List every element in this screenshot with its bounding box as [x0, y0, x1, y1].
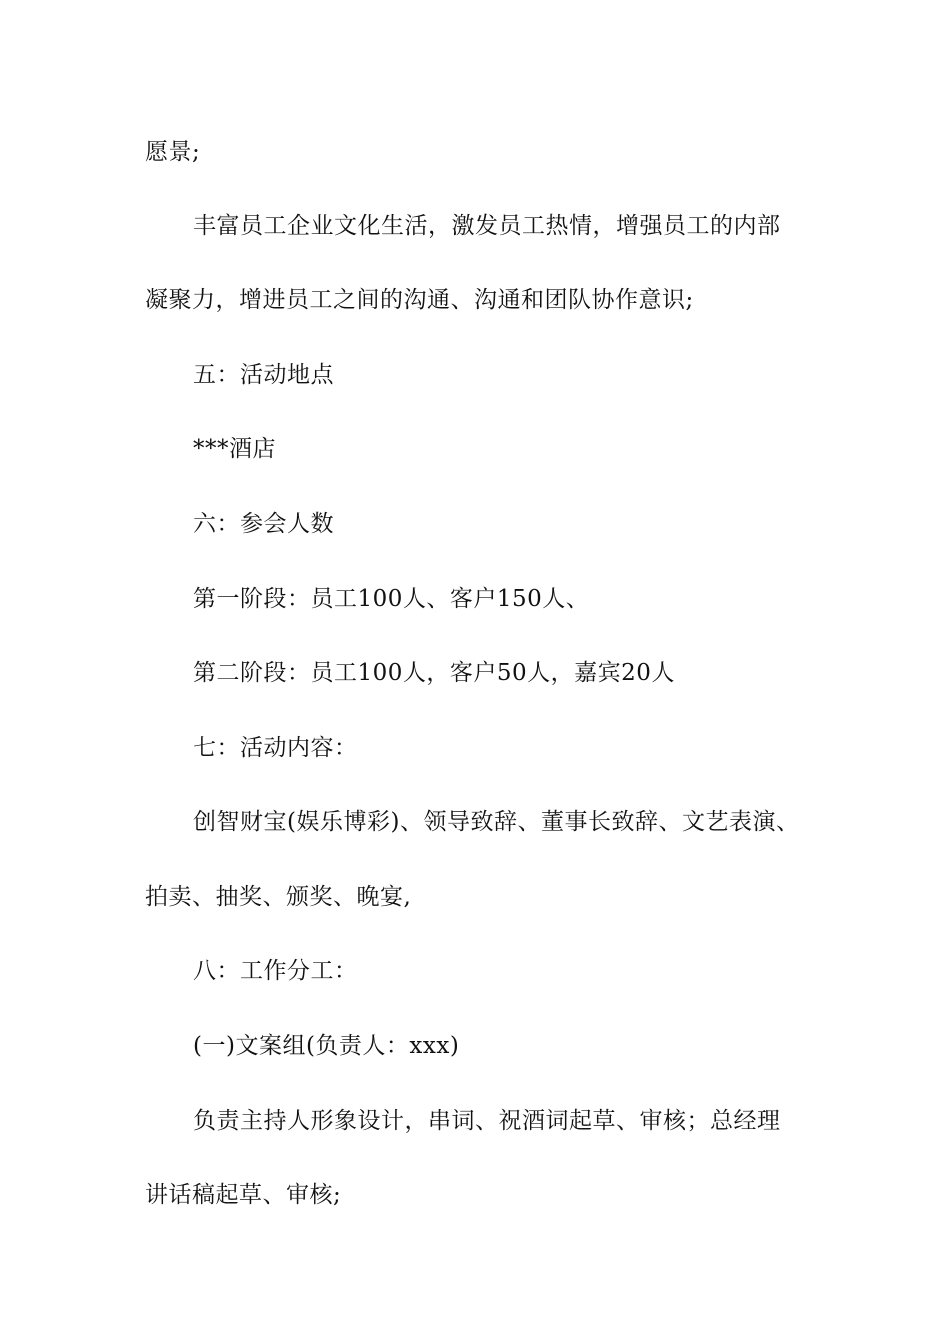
text-line-phase-one: 第一阶段：员工100人、客户150人、	[193, 586, 590, 612]
text-line-goal-culture: 丰富员工企业文化生活，激发员工热情，增强员工的内部	[193, 213, 781, 239]
subsection-heading-copy-team: (一)文案组(负责人：xxx)	[193, 1033, 460, 1059]
text-line-activities-cont: 拍卖、抽奖、颁奖、晚宴,	[145, 884, 412, 910]
text-line-goal-cohesion: 凝聚力，增进员工之间的沟通、沟通和团队协作意识;	[145, 287, 694, 313]
section-heading-content: 七：活动内容：	[193, 735, 358, 761]
section-heading-division: 八：工作分工：	[193, 958, 358, 984]
text-line-venue: ***酒店	[193, 436, 276, 462]
section-heading-venue: 五：活动地点	[193, 362, 334, 388]
text-line-continuation-vision: 愿景;	[145, 139, 201, 165]
text-line-copy-duties-cont: 讲话稿起草、审核;	[145, 1182, 342, 1208]
text-line-copy-duties: 负责主持人形象设计，串词、祝酒词起草、审核；总经理	[193, 1108, 781, 1134]
section-heading-attendance: 六：参会人数	[193, 511, 334, 537]
text-line-phase-two: 第二阶段：员工100人，客户50人，嘉宾20人	[193, 660, 675, 686]
text-line-activities: 创智财宝(娱乐博彩)、领导致辞、董事长致辞、文艺表演、	[193, 809, 800, 835]
